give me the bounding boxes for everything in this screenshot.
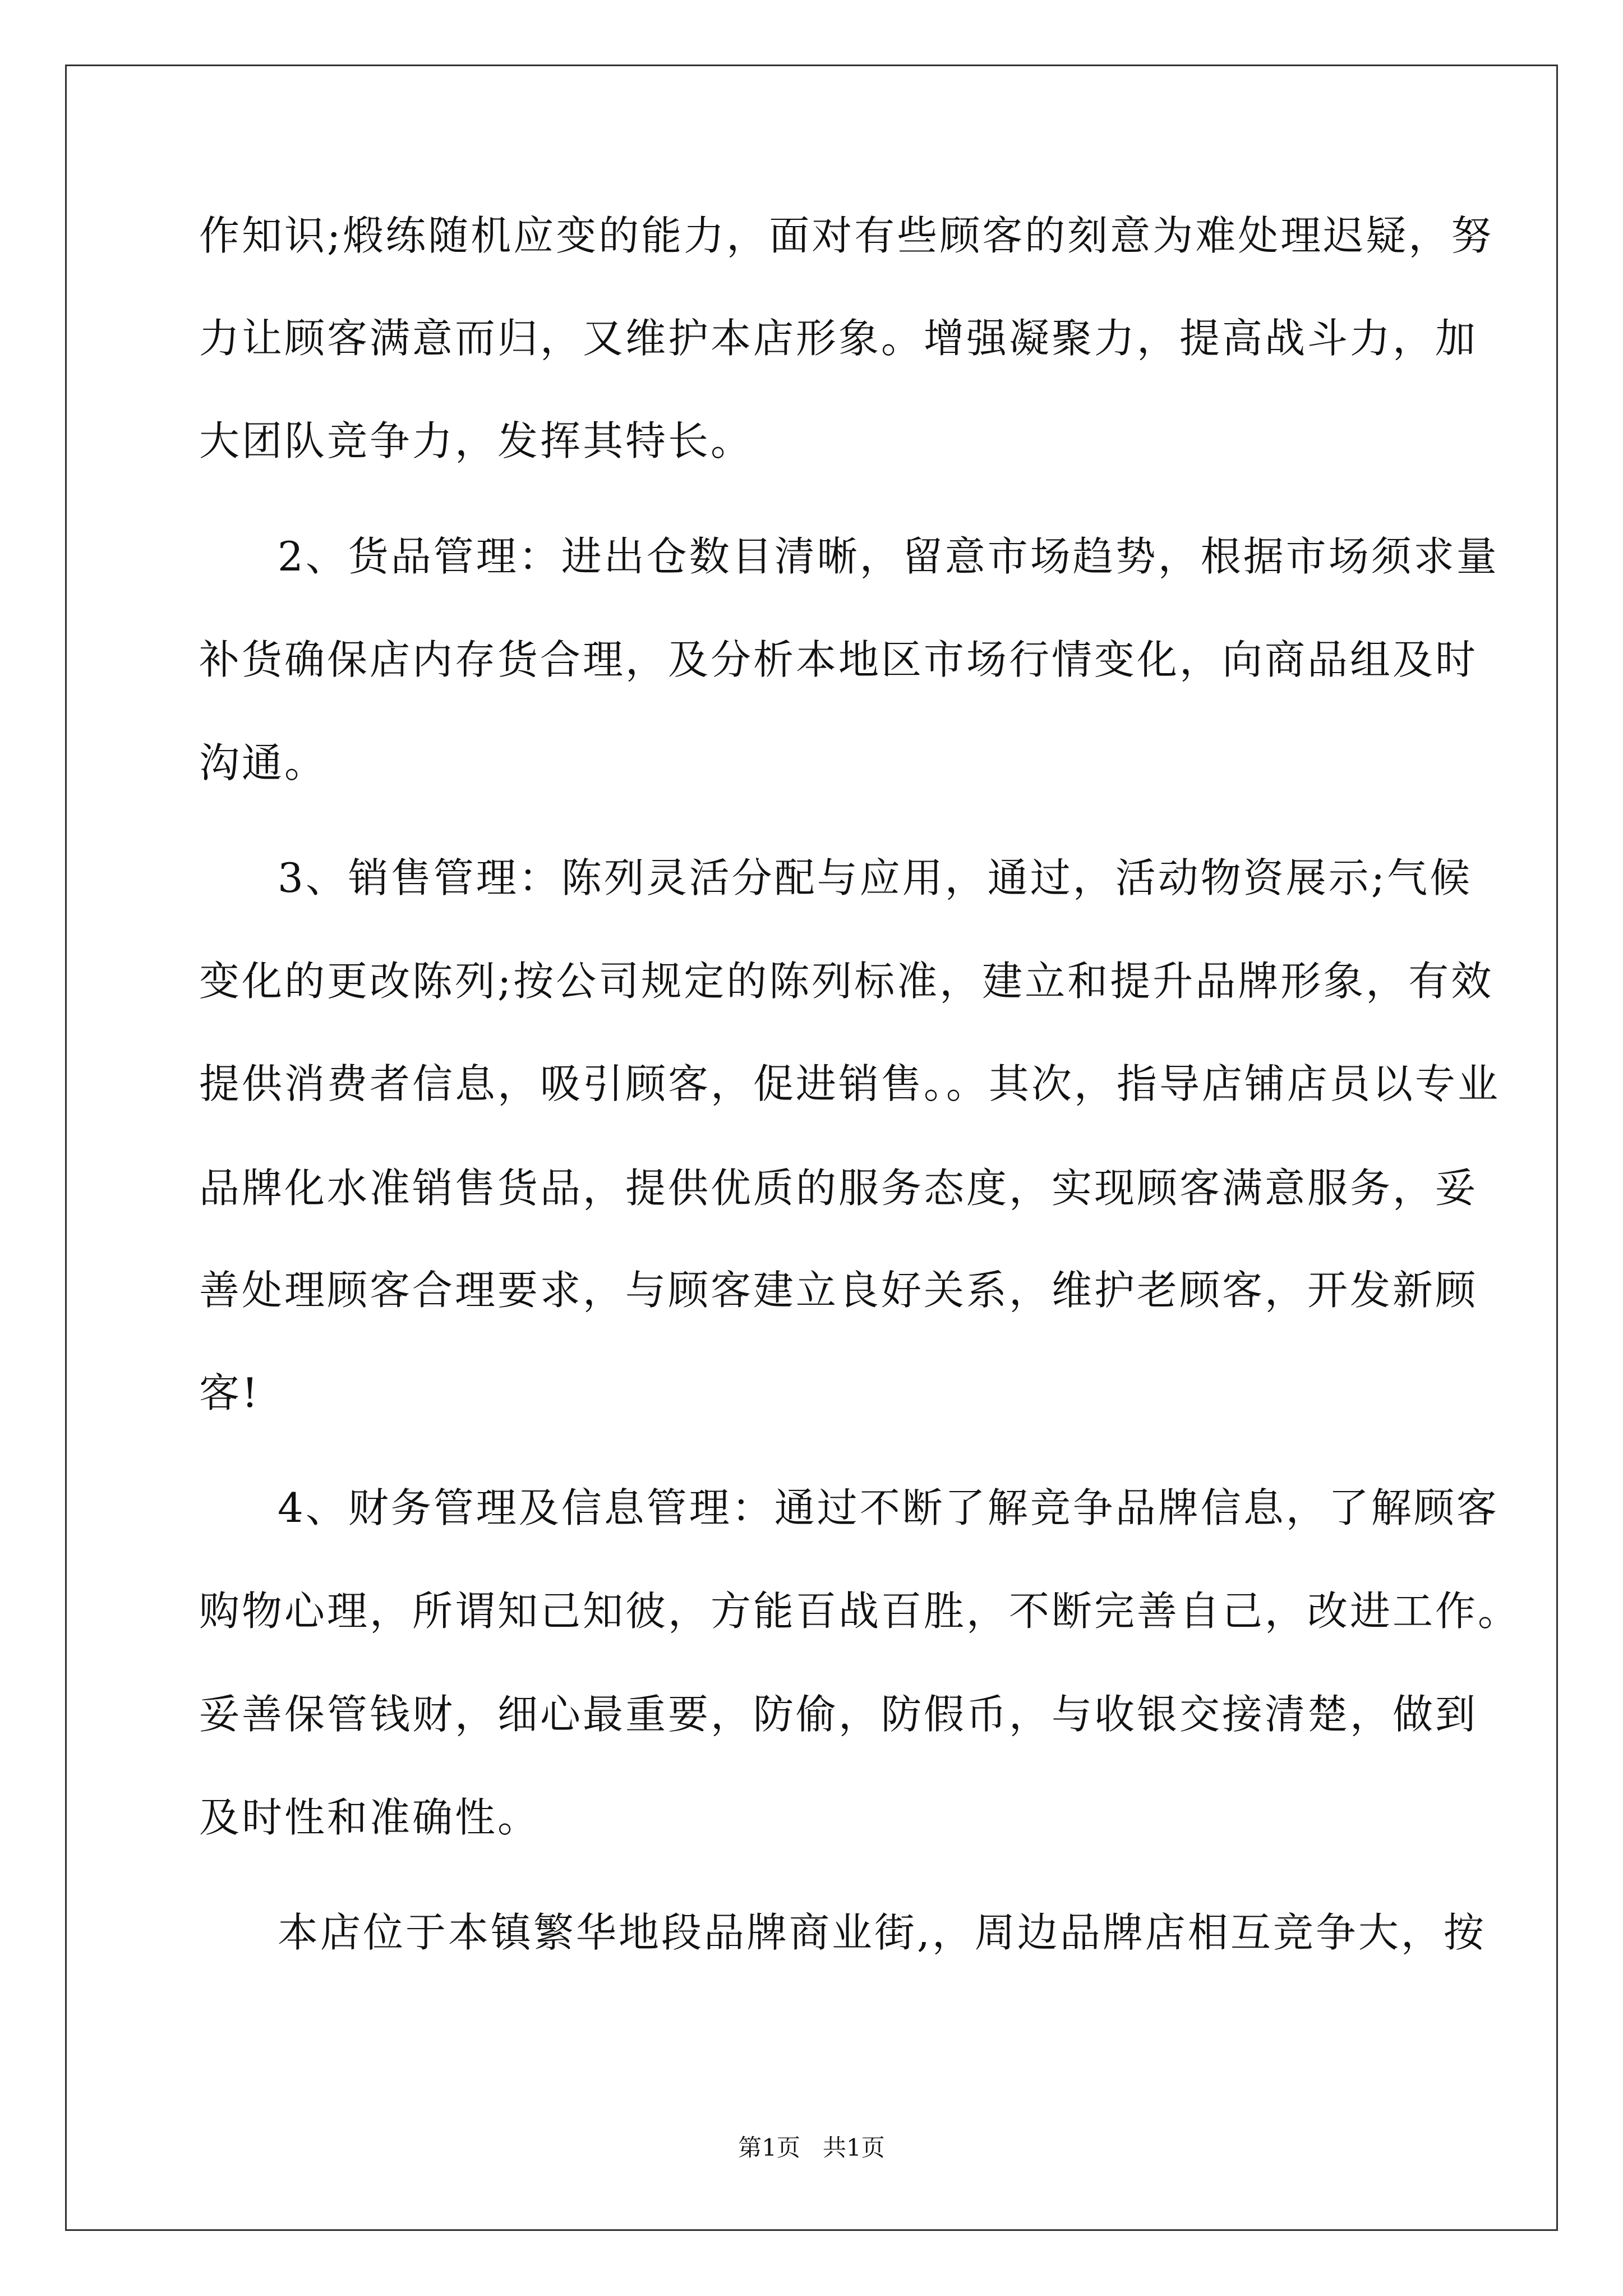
text-line: 3、销售管理：陈列灵活分配与应用，通过，活动物资展示;气候 xyxy=(278,854,1473,901)
text-line: 妥善保管钱财，细心最重要，防偷，防假币，与收银交接清楚，做到 xyxy=(199,1691,1478,1738)
text-line: 善处理顾客合理要求，与顾客建立良好关系，维护老顾客，开发新顾 xyxy=(199,1267,1478,1314)
text-line: 补货确保店内存货合理，及分析本地区市场行情变化，向商品组及时 xyxy=(199,636,1478,683)
text-line: 2、货品管理：进出仓数目清晰，留意市场趋势，根据市场须求量 xyxy=(278,533,1499,580)
text-line: 本店位于本镇繁华地段品牌商业街,，周边品牌店相互竞争大，按 xyxy=(278,1909,1486,1956)
page-footer: 第1页 共1页 xyxy=(738,2134,885,2161)
text-line: 品牌化水准销售货品，提供优质的服务态度，实现顾客满意服务，妥 xyxy=(199,1165,1478,1212)
text-line: 购物心理，所谓知己知彼，方能百战百胜，不断完善自己，改进工作。 xyxy=(199,1588,1521,1635)
text-line: 力让顾客满意而归，又维护本店形象。增强凝聚力，提高战斗力，加 xyxy=(199,315,1478,362)
text-line: 提供消费者信息，吸引顾客，促进销售。。其次，指导店铺店员以专业 xyxy=(199,1060,1501,1107)
text-line: 客! xyxy=(199,1369,260,1416)
text-line: 沟通。 xyxy=(199,739,328,786)
text-line: 作知识;煅练随机应变的能力，面对有些顾客的刻意为难处理迟疑，努 xyxy=(199,212,1494,259)
text-line: 变化的更改陈列;按公司规定的陈列标准，建立和提升品牌形象，有效 xyxy=(199,958,1494,1005)
text-line: 大团队竞争力，发挥其特长。 xyxy=(199,417,754,464)
text-line: 及时性和准确性。 xyxy=(199,1794,541,1841)
text-line: 4、财务管理及信息管理：通过不断了解竞争品牌信息，了解顾客 xyxy=(278,1484,1499,1531)
